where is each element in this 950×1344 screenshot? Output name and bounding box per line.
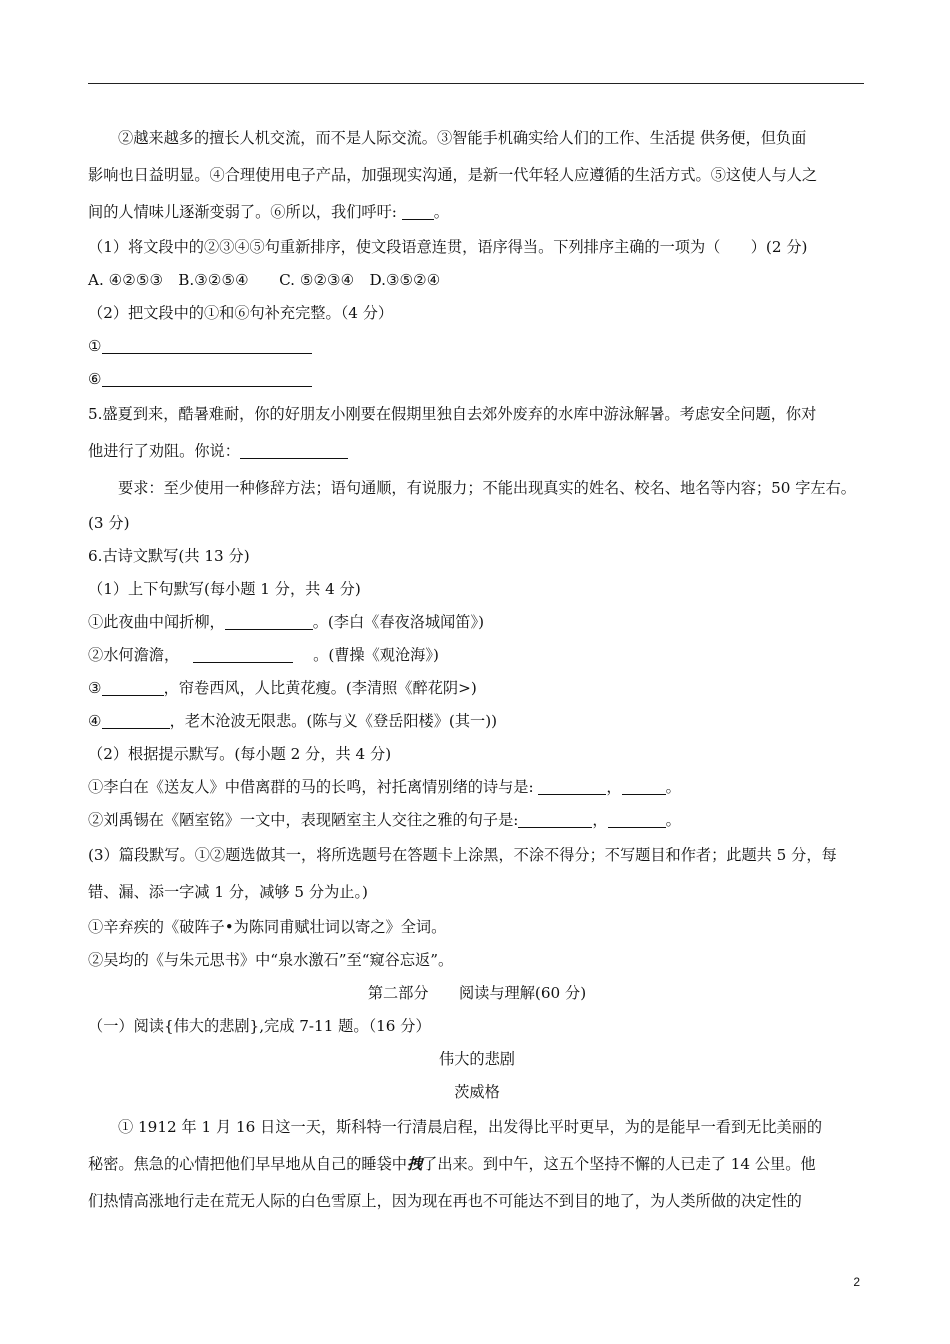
answer-blank[interactable] — [518, 811, 592, 828]
passage-line: 影响也日益明显。④合理使用电子产品，加强现实沟通，是新一代年轻人应遵循的生活方式。⑤这使人与人之 — [88, 166, 817, 184]
answer-line-6: ⑥ — [88, 363, 866, 396]
article-paragraph: 们热情高涨地行走在荒无人际的白色雪原上，因为现在再也不可能达不到目的地了，为人类所做的决定性的 — [88, 1192, 802, 1210]
question-4-2: （2）把文段中的①和⑥句补充完整。（4 分） — [88, 304, 394, 322]
passage-line: ②越来越多的擅长人机交流，而不是人际交流。③智能手机确实给人们的工作、生活提 供务便，但负面 — [118, 129, 807, 147]
header-rule — [88, 83, 864, 84]
answer-blank[interactable] — [102, 337, 312, 354]
recite-item: ①此夜曲中闻折柳， 。(李白《春夜洛城闻笛》) — [88, 613, 485, 631]
question-6-2: （2）根据提示默写。(每小题 2 分，共 4 分) — [88, 745, 392, 763]
answer-blank[interactable] — [402, 203, 434, 220]
answer-blank[interactable] — [622, 778, 666, 795]
emphasized-char: 拽 — [406, 1155, 423, 1173]
question-5: 5.盛夏到来，酷暑难耐，你的好朋友小刚要在假期里独自去郊外废弃的水库中游泳解暑。考虑安全问题，你对 — [88, 405, 817, 423]
answer-blank[interactable] — [102, 679, 164, 696]
answer-blank[interactable] — [102, 712, 170, 729]
recite-item: ②吴均的《与朱元思书》中“泉水激石”至“窥谷忘返”。 — [88, 951, 454, 969]
question-5-score: (3 分) — [88, 514, 130, 532]
answer-blank[interactable] — [225, 613, 313, 630]
page-number: 2 — [853, 1275, 860, 1289]
answer-blank[interactable] — [538, 778, 606, 795]
question-6-3-line: 错、漏、添一字减 1 分，减够 5 分为止。) — [88, 883, 368, 901]
article-author: 茨威格 — [454, 1083, 500, 1101]
recite-item: ④ ，老木沧波无限悲。(陈与义《登岳阳楼》(其一)) — [88, 712, 498, 730]
answer-line-1: ① — [88, 330, 866, 363]
recite-item: ②水何澹澹， 。(曹操《观沧海》) — [88, 646, 439, 664]
question-5-requirement: 要求：至少使用一种修辞方法；语句通顺，有说服力；不能出现真实的姓名、校名、地名等内容；50 字左右。 — [118, 479, 856, 497]
question-4-1: （1）将文段中的②③④⑤句重新排序，使文段语意连贯，语序得当。下列排序主确的一项为（ ）(2 分) — [88, 238, 808, 256]
recite-item: ③ ，帘卷西风，人比黄花瘦。(李清照《醉花阴>) — [88, 679, 477, 697]
part-2-heading: 第二部分 阅读与理解(60 分) — [367, 984, 587, 1002]
answer-blank[interactable] — [102, 370, 312, 387]
reading-intro: （一）阅读{伟大的悲剧},完成 7-11 题。（16 分） — [88, 1017, 431, 1035]
recite-item: ②刘禹锡在《陋室铭》一文中，表现陋室主人交往之雅的句子是: ， 。 — [88, 811, 681, 829]
question-4-options: A. ④②⑤③ B.③②⑤④ C. ⑤②③④ D.③⑤②④ — [88, 271, 441, 289]
article-paragraph: 秘密。焦急的心情把他们早早地从自己的睡袋中拽了出来。到中午，这五个坚持不懈的人已走了 14 公里。他 — [88, 1155, 816, 1173]
article-title: 伟大的悲剧 — [439, 1050, 515, 1068]
answer-blank[interactable] — [240, 442, 348, 459]
question-6-1: （1）上下句默写(每小题 1 分，共 4 分) — [88, 580, 361, 598]
question-6-3: (3）篇段默写。①②题选做其一，将所选题号在答题卡上涂黑，不涂不得分；不写题目和作者；此题共 5 分，每 — [88, 846, 837, 864]
passage-line: 间的人情味儿逐渐变弱了。⑥所以，我们呼吁: 。 — [88, 203, 449, 221]
answer-blank[interactable] — [608, 811, 666, 828]
question-6-title: 6.古诗文默写(共 13 分) — [88, 547, 250, 565]
article-paragraph: ① 1912 年 1 月 16 日这一天，斯科特一行清晨启程，出发得比平时更早，为的是能早一看到无比美丽的 — [118, 1118, 823, 1136]
answer-blank[interactable] — [193, 646, 293, 663]
question-5-line: 他进行了劝阻。你说： — [88, 433, 866, 470]
recite-item: ①李白在《送友人》中借离群的马的长鸣，衬托离情别绪的诗与是: ， 。 — [88, 778, 681, 796]
page-content — [88, 120, 866, 1220]
recite-item: ①辛弃疾的《破阵子•为陈同甫赋壮词以寄之》全词。 — [88, 918, 447, 936]
